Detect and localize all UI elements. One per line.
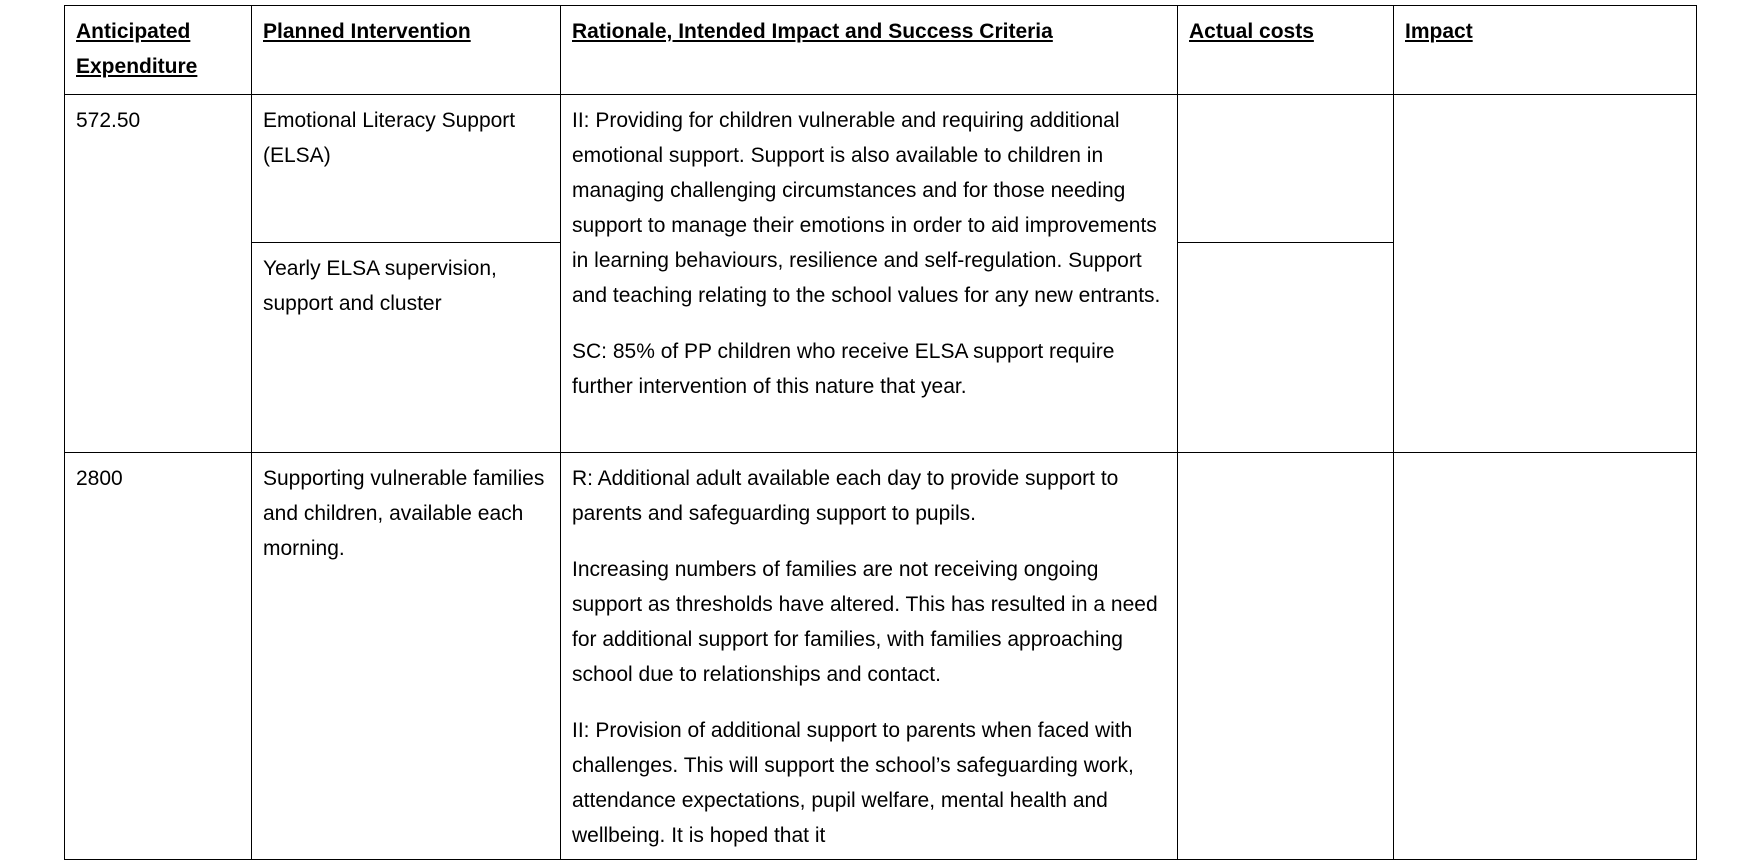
intervention-label: Supporting vulnerable families and children, available each morning. <box>263 467 545 560</box>
header-row <box>65 6 1697 95</box>
expenditure-value: 2800 <box>76 467 123 490</box>
table-row <box>65 453 1697 860</box>
expenditure-value: 572.50 <box>76 109 141 132</box>
success-criteria-paragraph: SC: 85% of PP children who receive ELSA support require further intervention of this nature that year. <box>572 340 1115 398</box>
header-planned-intervention: Planned Intervention <box>252 6 561 95</box>
impact-cell <box>1394 453 1697 860</box>
intervention-cell <box>252 453 561 860</box>
table-row <box>65 95 1697 243</box>
actual-costs-cell <box>1178 453 1394 860</box>
header-actual-costs: Actual costs <box>1178 6 1394 95</box>
intervention-label: Emotional Literacy Support (ELSA) <box>263 109 516 167</box>
intervention-label: Yearly ELSA supervision, support and cluster <box>263 257 497 315</box>
pupil-premium-plan-table <box>64 5 1697 860</box>
actual-costs-cell <box>1178 95 1394 243</box>
expenditure-cell <box>65 453 252 860</box>
intended-impact-paragraph: II: Provision of additional support to parents when faced with challenges. This will support the school’s safeguarding work, attendance expectations, pupil welfare, mental health and wellbeing. It is hoped that it <box>572 719 1134 847</box>
rationale-paragraph: Increasing numbers of families are not receiving ongoing support as thresholds have altered. This has resulted in a need for additional support for families, with families approaching school due to relationships and contact. <box>572 558 1158 686</box>
intervention-cell <box>252 243 561 453</box>
document-page <box>64 5 1696 850</box>
header-anticipated-expenditure: Anticipated Expenditure <box>65 6 252 95</box>
intervention-cell <box>252 95 561 243</box>
impact-cell <box>1394 95 1697 453</box>
header-rationale: Rationale, Intended Impact and Success Criteria <box>561 6 1178 95</box>
rationale-cell <box>561 453 1178 860</box>
expenditure-cell <box>65 95 252 453</box>
header-impact: Impact <box>1394 6 1697 95</box>
rationale-paragraph: II: Providing for children vulnerable and requiring additional emotional support. Support is also available to children in managing challenging circumstances and for those needing support to manage their emotions in order to aid improvements in learning behaviours, resilience and self-regulation. Support and teaching relating to the school values for any new entrants. <box>572 109 1161 307</box>
rationale-cell <box>561 95 1178 453</box>
actual-costs-cell <box>1178 243 1394 453</box>
rationale-paragraph: R: Additional adult available each day to provide support to parents and safeguarding support to pupils. <box>572 467 1119 525</box>
